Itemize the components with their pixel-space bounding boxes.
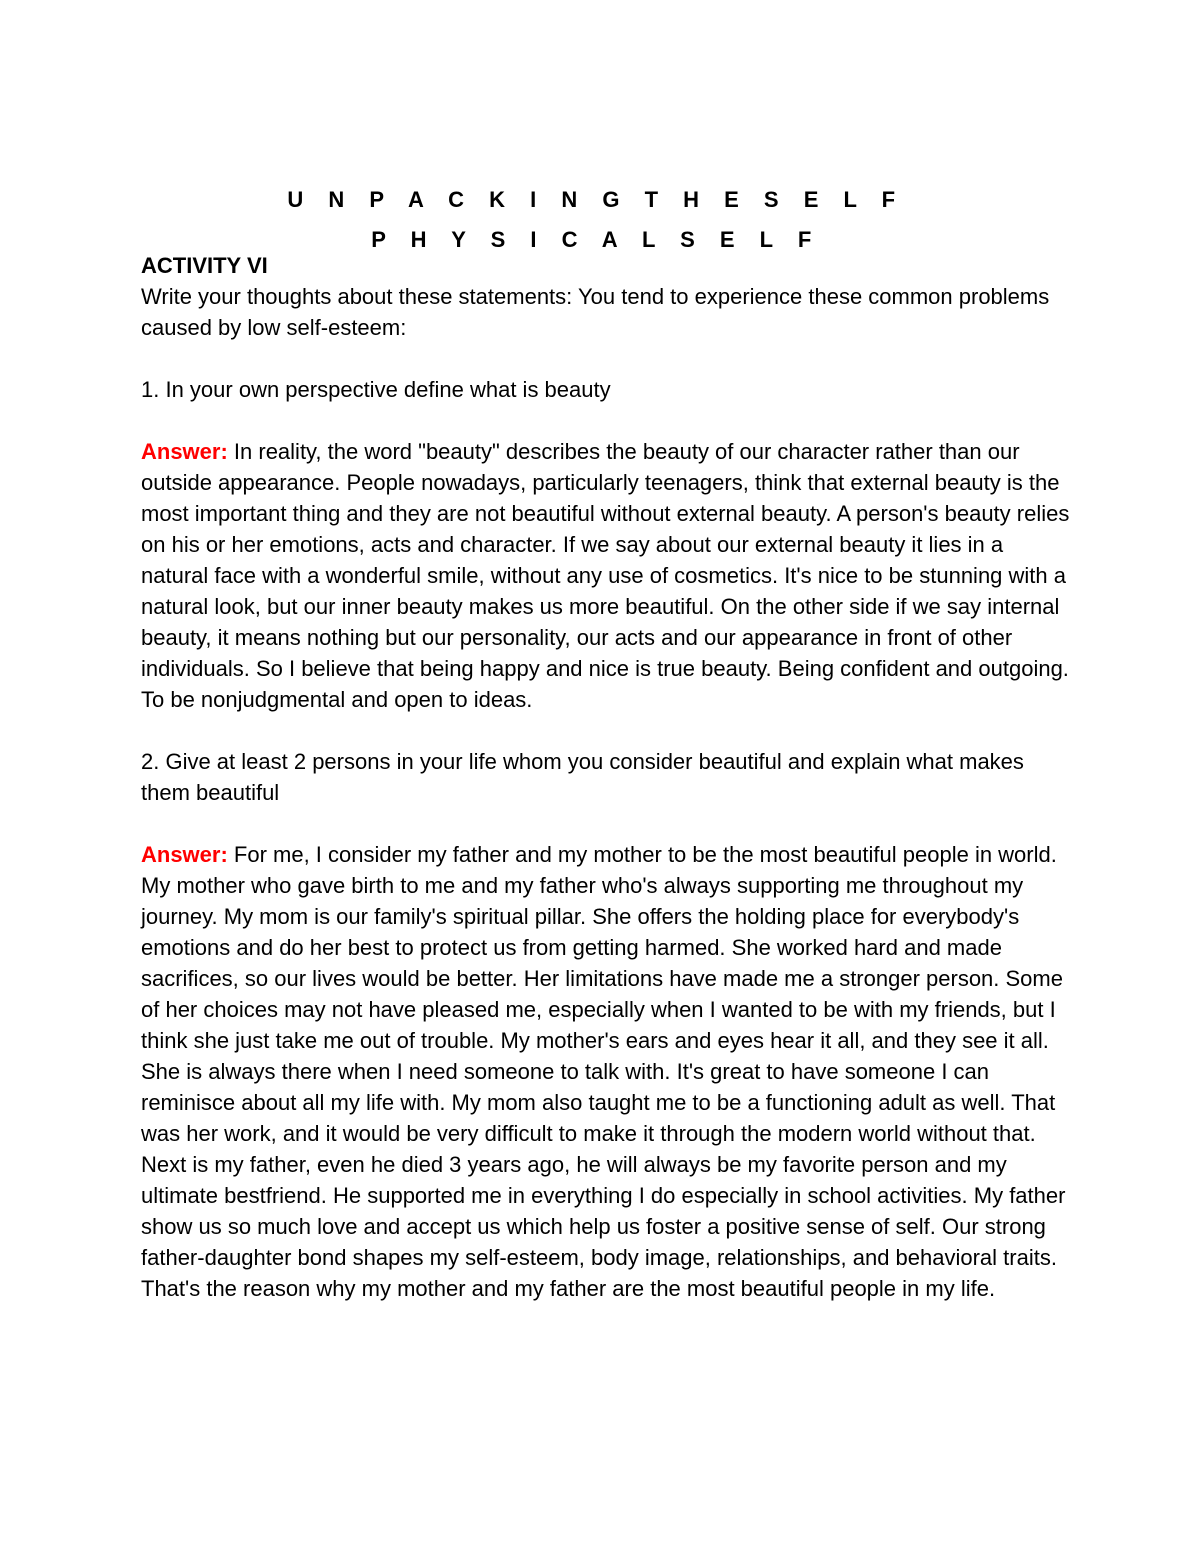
document-title: U N P A C K I N G T H E S E L F [287, 187, 905, 212]
activity-instruction: Write your thoughts about these statements: You tend to experience these common problems caused by low self-esteem: [141, 284, 1050, 340]
spacer [141, 343, 1071, 374]
spacer [141, 715, 1071, 746]
answer-1-text: In reality, the word "beauty" describes the beauty of our character rather than our outside appearance. People nowadays, particularly teenagers, think that external beauty is the most important thing and they are not beautiful without external beauty. A person's beauty relies on his or her emotions, acts and character. If we say about our external beauty it lies in a natural face with a wonderful smile, without any use of cosmetics. It's nice to be stunning with a natural look, but our inner beauty makes us more beautiful. On the other side if we say internal beauty, it means nothing but our personality, our acts and our appearance in front of other individuals. So I believe that being happy and nice is true beauty. Being confident and outgoing. To be nonjudgmental and open to ideas. [141, 439, 1070, 712]
answer-label: Answer: [141, 439, 228, 464]
question-1: 1. In your own perspective define what is beauty [141, 377, 611, 402]
spacer [141, 808, 1071, 839]
spacer [141, 405, 1071, 436]
title-block [0, 180, 1192, 260]
activity-heading: ACTIVITY VI [141, 253, 268, 278]
document-body [141, 250, 1071, 1304]
document-subtitle: P H Y S I C A L S E L F [371, 227, 821, 252]
answer-1 [141, 436, 1071, 715]
answer-2 [141, 839, 1071, 1304]
answer-2-text: For me, I consider my father and my mother to be the most beautiful people in world. My mother who gave birth to me and my father who's always supporting me throughout my journey. My mom is our family's spiritual pillar. She offers the holding place for everybody's emotions and do her best to protect us from getting harmed. She worked hard and made sacrifices, so our lives would be better. Her limitations have made me a stronger person. Some of her choices may not have pleased me, especially when I wanted to be with my friends, but I think she just take me out of trouble. My mother's ears and eyes hear it all, and they see it all. She is always there when I need someone to talk with. It's great to have someone I can reminisce about all my life with. My mom also taught me to be a functioning adult as well. That was her work, and it would be very difficult to make it through the modern world without that. Next is my father, even he died 3 years ago, he will always be my favorite person and my ultimate bestfriend. He supported me in everything I do especially in school activities. My father show us so much love and accept us which help us foster a positive sense of self. Our strong father-daughter bond shapes my self-esteem, body image, relationships, and behavioral traits. That's the reason why my mother and my father are the most beautiful people in my life. [141, 842, 1066, 1301]
answer-label: Answer: [141, 842, 228, 867]
question-2: 2. Give at least 2 persons in your life whom you consider beautiful and explain what makes them beautiful [141, 749, 1024, 805]
